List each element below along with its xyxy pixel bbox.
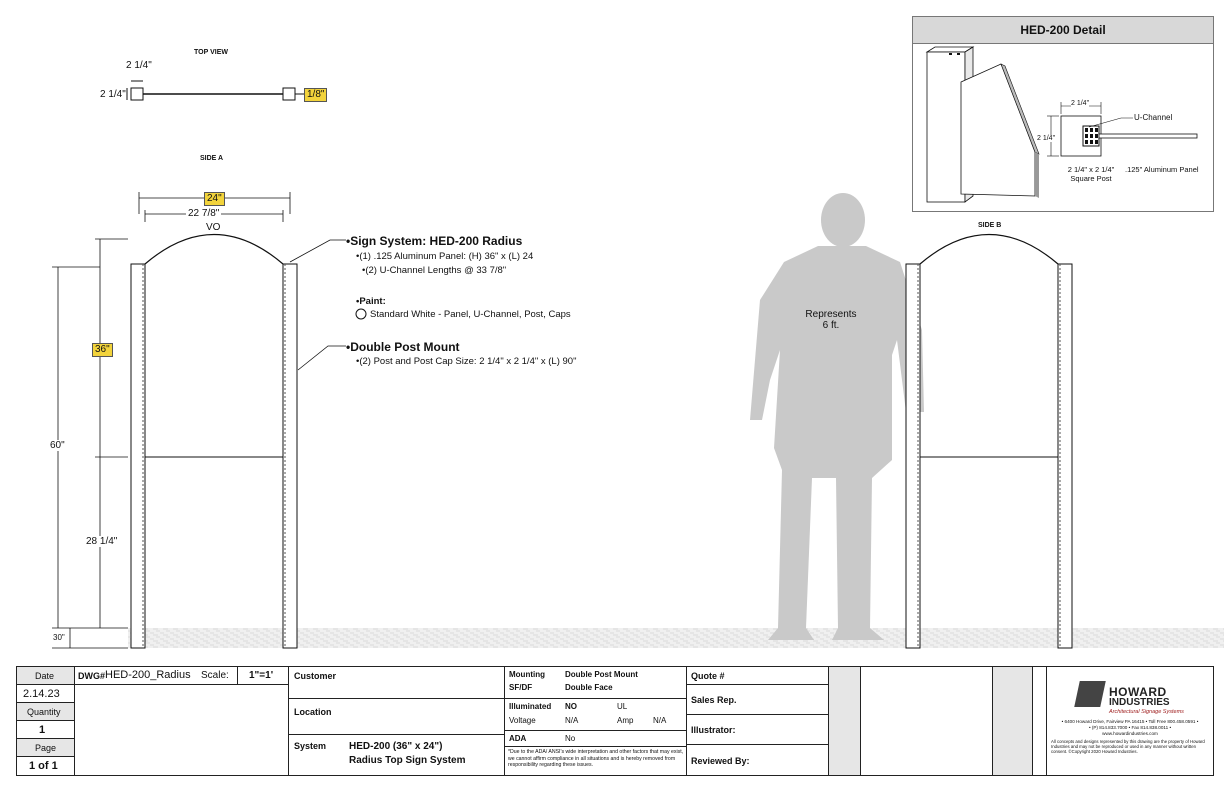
note-leaders	[290, 240, 346, 370]
customer-label: Customer	[294, 671, 337, 681]
voltage-label: Voltage	[509, 716, 536, 725]
note-sign-system-line-2: •(2) U-Channel Lengths @ 33 7/8"	[362, 265, 507, 276]
company-name-2: INDUSTRIES	[1109, 697, 1170, 708]
vo-label: VO	[206, 222, 221, 233]
mounting-label: Mounting	[509, 670, 545, 679]
top-view	[127, 81, 305, 100]
note-paint-option: Standard White - Panel, U-Channel, Post, Caps	[370, 309, 571, 320]
blank-band-4	[1033, 667, 1047, 775]
dim-overall-height: 60"	[50, 440, 65, 451]
detail-dim-width: 2 1/4"	[1071, 100, 1090, 107]
note-mount-line-1: •(2) Post and Post Cap Size: 2 1/4" x 2 1/4" x (L) 90"	[356, 356, 577, 367]
ada-cell	[505, 731, 687, 747]
blank-band-2	[861, 667, 993, 775]
detail-drawing	[913, 44, 1213, 212]
quantity-label: Quantity	[27, 707, 61, 717]
ada-value: No	[565, 734, 576, 743]
title-block	[16, 666, 1214, 776]
company-phone: • (P) 814.833.7000 • Fax 814.838.0011 •	[1088, 725, 1172, 730]
reviewed-label: Reviewed By:	[691, 756, 750, 766]
dim-overall-width: 24"	[204, 192, 225, 206]
page-value: 1 of 1	[29, 760, 58, 772]
detail-panel-label: .125" Aluminum Panel	[1125, 165, 1199, 174]
detail-post-label-1: 2 1/4" x 2 1/4"	[1067, 165, 1115, 174]
note-mount-title: •Double Post Mount	[346, 340, 460, 354]
blank-notes-cell	[75, 685, 289, 775]
page-label: Page	[35, 743, 57, 753]
quantity-value-cell	[17, 721, 75, 739]
ul-label: UL	[617, 702, 628, 711]
scale-value: 1"=1'	[249, 670, 274, 681]
side-a-title: SIDE A	[200, 155, 224, 162]
top-view-panel-thickness: 1/8"	[304, 88, 327, 102]
sales-label: Sales Rep.	[691, 695, 737, 705]
quantity-value: 1	[39, 724, 46, 736]
dim-vo-width: 22 7/8"	[188, 208, 220, 219]
detail-dim-height: 2 1/4"	[1037, 135, 1056, 142]
sfdf-label: SF/DF	[509, 683, 533, 692]
note-sign-system-line-1: •(1) .125 Aluminum Panel: (H) 36" x (L) 24	[356, 251, 534, 262]
system-label: System	[294, 741, 327, 751]
top-view-post-depth: 2 1/4"	[100, 89, 126, 100]
detail-uchannel-label: U-Channel	[1134, 113, 1173, 122]
scale-label: Scale:	[201, 670, 229, 681]
company-web: www.howardindustries.com	[1102, 731, 1158, 736]
mounting-value: Double Post Mount	[565, 670, 638, 679]
human-scale-line-1: Represents	[805, 309, 857, 320]
dim-ground-clearance: 28 1/4"	[86, 536, 118, 547]
side-a-dimensions	[52, 192, 290, 648]
illustrator-label: Illustrator:	[691, 725, 736, 735]
dim-burial-depth: 30"	[53, 633, 65, 642]
human-scale-line-2: 6 ft.	[822, 320, 840, 331]
illuminated-label: Illuminated	[509, 702, 552, 711]
company-logo-icon	[1074, 681, 1106, 707]
date-label: Date	[35, 671, 55, 681]
amp-label: Amp	[617, 716, 634, 725]
top-view-post-width: 2 1/4"	[126, 60, 152, 71]
blank-band-3	[993, 667, 1033, 775]
amp-value: N/A	[653, 716, 667, 725]
illuminated-value: NO	[565, 702, 577, 711]
date-value: 2.14.23	[23, 688, 60, 700]
side-b-title: SIDE B	[978, 222, 1002, 229]
detail-post-label	[1059, 165, 1123, 183]
side-a-sign	[131, 235, 297, 649]
human-scale-label	[804, 309, 858, 331]
human-silhouette	[750, 193, 924, 640]
company-name-1: HOWARD	[1109, 685, 1167, 699]
company-address: • 6400 Howard Drive, Fairview PA 16415 • Toll Free 800.458.0591 •	[1061, 719, 1199, 724]
side-b-sign	[906, 235, 1072, 649]
dwg-value: HED-200_Radius	[105, 669, 191, 681]
quote-label: Quote #	[691, 671, 725, 681]
note-paint-title: •Paint:	[356, 296, 386, 307]
dim-panel-height: 36"	[92, 343, 113, 357]
detail-post-label-2: Square Post	[1070, 174, 1112, 183]
ada-label: ADA	[509, 734, 527, 743]
blank-band-1	[829, 667, 861, 775]
company-tagline: Architectural Signage Systems	[1109, 709, 1184, 715]
system-value-1: HED-200 (36" x 24")	[349, 741, 443, 752]
detail-panel	[912, 16, 1214, 212]
sfdf-value: Double Face	[565, 683, 613, 692]
company-legal: All concepts and designs represented by this drawing are the property of Howard Industries and may not be reproduced or used in any manner without written consent. ©Copyright 2020 Howard Industries.	[1051, 739, 1205, 755]
location-cell	[289, 699, 505, 735]
disclaimer-text: *Due to the ADA/ ANSI's wide interpretation and other factors that may exist, we cannot affirm compliance in all situations and is hereby removed from responsibility regarding these issues.	[508, 749, 684, 768]
location-label: Location	[294, 707, 332, 717]
top-view-title: TOP VIEW	[194, 49, 228, 56]
company-block	[1047, 667, 1213, 775]
system-value-2: Radius Top Sign System	[349, 755, 466, 766]
paint-swatch-icon	[356, 309, 366, 319]
dwg-label: DWG#	[78, 671, 105, 681]
voltage-value: N/A	[565, 716, 579, 725]
detail-title: HED-200 Detail	[913, 17, 1213, 44]
note-sign-system-title: •Sign System: HED-200 Radius	[346, 234, 523, 248]
